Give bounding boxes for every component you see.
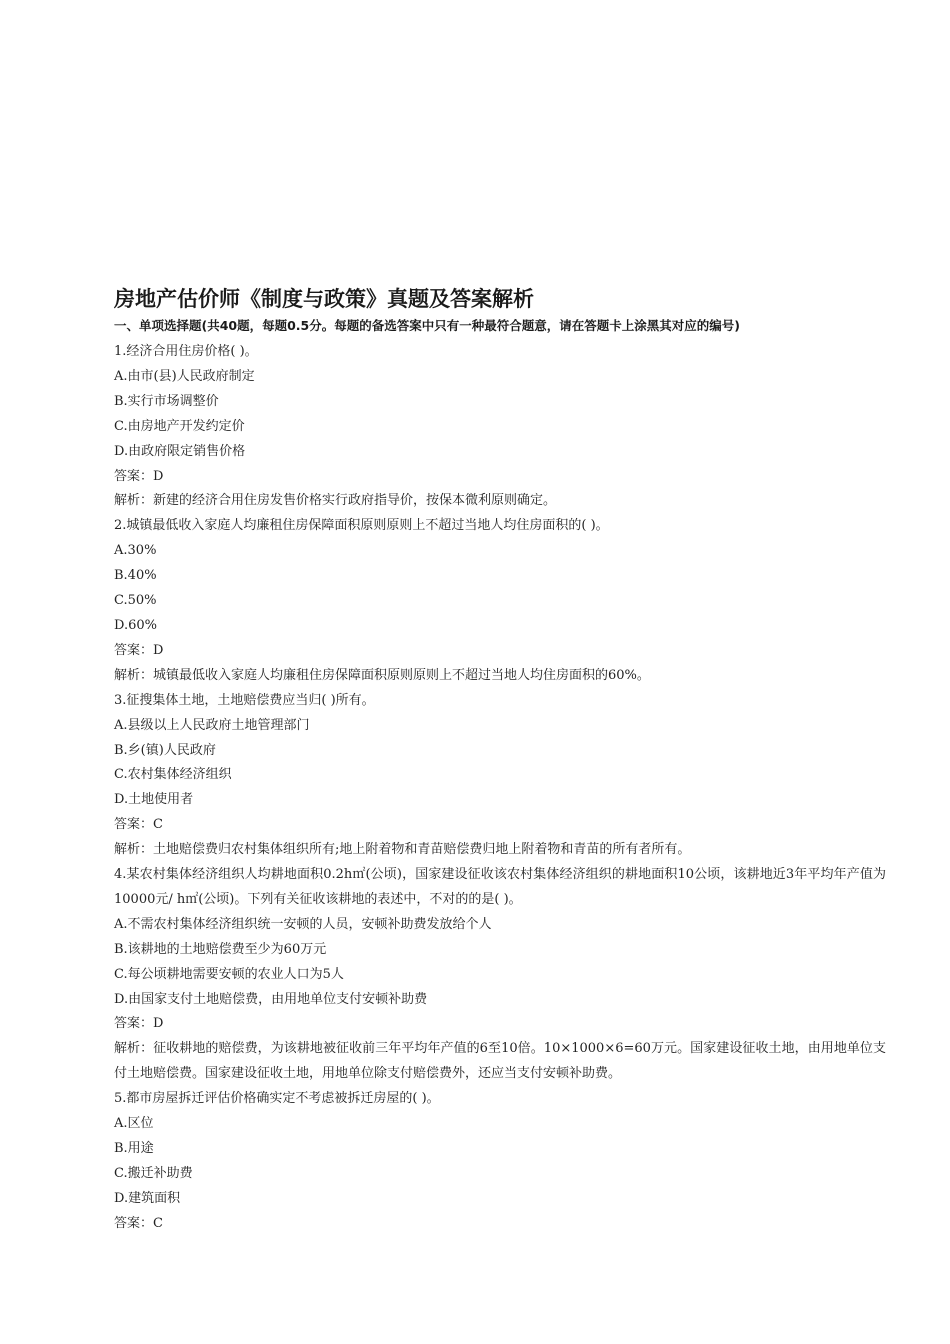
option-a: A.区位 — [114, 1116, 154, 1132]
option-c: C.搬迁补助费 — [114, 1165, 193, 1181]
question-3 — [114, 689, 886, 863]
analysis: 解析：土地赔偿费归农村集体组织所有;地上附着物和青苗赔偿费归地上附着物和青苗的所有者所有。 — [114, 842, 691, 858]
answer: 答案：D — [114, 642, 164, 658]
question-stem: 1.经济合用住房价格( )。 — [114, 344, 258, 359]
document-title: 房地产估价师《制度与政策》真题及答案解析 — [114, 287, 534, 311]
answer: 答案：D — [114, 468, 164, 484]
question-2 — [114, 514, 886, 688]
question-5 — [114, 1087, 886, 1236]
option-d: D.由国家支付土地赔偿费，由用地单位支付安顿补助费 — [114, 991, 428, 1007]
answer: 答案：C — [114, 817, 163, 833]
option-a: A.不需农村集体经济组织统一安顿的人员，安顿补助费发放给个人 — [114, 916, 492, 932]
question-1 — [114, 340, 886, 514]
option-b: B.该耕地的土地赔偿费至少为60万元 — [114, 941, 327, 957]
option-b: B.乡(镇)人民政府 — [114, 742, 216, 758]
answer: 答案：D — [114, 1016, 164, 1032]
document-page — [114, 285, 886, 1237]
section-heading: 一、单项选择题(共40题，每题0.5分。每题的备选答案中只有一种最符合题意，请在答题卡上涂黑其对应的编号) — [114, 318, 740, 333]
question-stem: 4.某农村集体经济组织人均耕地面积0.2h㎡(公顷)，国家建设征收该农村集体经济组织的耕地面积10公顷，该耕地近3年平均年产值为10000元/ h㎡(公顷)。下列有关征收该耕地的表述中，不对的的是( )。 — [114, 867, 886, 907]
question-stem: 2.城镇最低收入家庭人均廉租住房保障面积原则原则上不超过当地人均住房面积的( )。 — [114, 518, 609, 534]
option-d: D.建筑面积 — [114, 1190, 181, 1206]
option-c: C.50% — [114, 593, 157, 609]
option-c: C.每公顷耕地需要安顿的农业人口为5人 — [114, 966, 344, 982]
analysis: 解析：征收耕地的赔偿费，为该耕地被征收前三年平均年产值的6至10倍。10×1000×6=60万元。国家建设征收土地，由用地单位支付土地赔偿费。国家建设征收土地，用地单位除支付赔偿费外，还应当支付安顿补助费。 — [114, 1041, 886, 1082]
question-stem: 5.都市房屋拆迁评估价格确实定不考虑被拆迁房屋的( )。 — [114, 1091, 440, 1107]
analysis: 解析：城镇最低收入家庭人均廉租住房保障面积原则原则上不超过当地人均住房面积的60%。 — [114, 667, 650, 683]
option-c: C.由房地产开发约定价 — [114, 418, 245, 434]
question-stem: 3.征搜集体土地，土地赔偿费应当归( )所有。 — [114, 692, 375, 708]
option-b: B.实行市场调整价 — [114, 393, 219, 409]
option-a: A.30% — [114, 543, 157, 559]
answer: 答案：C — [114, 1215, 163, 1231]
option-a: A.由市(县)人民政府制定 — [114, 368, 255, 384]
option-d: D.土地使用者 — [114, 792, 194, 808]
option-a: A.县级以上人民政府土地管理部门 — [114, 717, 310, 733]
option-d: D.60% — [114, 617, 157, 633]
analysis: 解析：新建的经济合用住房发售价格实行政府指导价，按保本微利原则确定。 — [114, 493, 557, 509]
question-4 — [114, 863, 886, 1087]
option-d: D.由政府限定销售价格 — [114, 443, 246, 459]
option-b: B.用途 — [114, 1141, 154, 1156]
option-c: C.农村集体经济组织 — [114, 767, 232, 783]
option-b: B.40% — [114, 568, 157, 584]
